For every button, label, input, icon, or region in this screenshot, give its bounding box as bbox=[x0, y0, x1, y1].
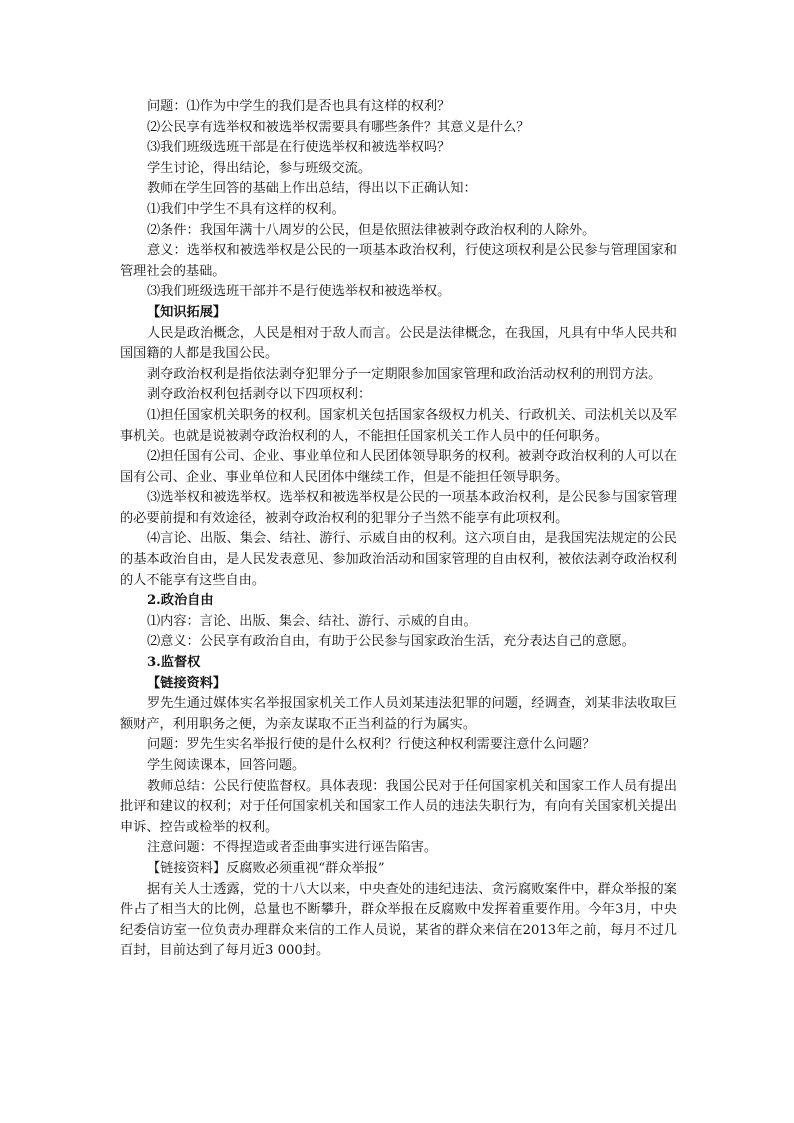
answer-paragraph: ⑵条件：我国年满十八周岁的公民，但是依照法律被剥夺政治权利的人除外。 bbox=[147, 222, 596, 238]
body-paragraph: 教师总结：公民行使监督权。具体表现：我国公民对于任何国家机关和国家工作人员有提出批评和建议的权利；对于任何国家机关和国家工作人员的违法失职行为，有向有关国家机关提出申诉、控告或检举的权利。 bbox=[120, 778, 677, 835]
question-paragraph: 问题：⑴作为中学生的我们是否也具有这样的权利？ bbox=[147, 99, 451, 114]
question-paragraph: 问题：罗先生实名举报行使的是什么权利？行使这种权利需要注意什么问题？ bbox=[147, 737, 596, 753]
body-paragraph: 剥夺政治权利包括剥夺以下四项权利： bbox=[147, 387, 372, 403]
list-item-paragraph: ⑷言论、出版、集会、结社、游行、示威自由的权利。这六项自由，是我国宪法规定的公民的基本政治自由，是人民发表意见、参加政治活动和国家管理的自由权利，被依法剥夺政治权利的人不能享有这些自由。 bbox=[120, 531, 677, 588]
body-paragraph: 学生阅读课本，回答问题。 bbox=[147, 758, 306, 773]
body-paragraph: 人民是政治概念，人民是相对于敌人而言。公民是法律概念，在我国，凡具有中华人民共和国国籍的人都是我国公民。 bbox=[120, 325, 677, 362]
body-paragraph: 罗先生通过媒体实名举报国家机关工作人员刘某违法犯罪的问题，经调查，刘某非法收取巨额财产，利用职务之便，为亲友谋取不正当利益的行为属实。 bbox=[120, 696, 677, 732]
question-paragraph: ⑵公民享有选举权和被选举权需要具有哪些条件？其意义是什么？ bbox=[147, 119, 530, 135]
body-paragraph: 注意问题：不得捏造或者歪曲事实进行诬告陷害。 bbox=[147, 840, 438, 856]
section-heading-knowledge-extension: 【知识拓展】 bbox=[147, 304, 227, 320]
list-item-paragraph: ⑴担任国家机关职务的权利。国家机关包括国家各级权力机关、行政机关、司法机关以及军事机关。也就是说被剥夺政治权利的人，不能担任国家机关工作人员中的任何职务。 bbox=[120, 407, 677, 444]
list-item-paragraph: ⑵意义：公民享有政治自由，有助于公民参与国家政治生活，充分表达自己的意愿。 bbox=[147, 634, 635, 650]
section-heading-supervision-right: 3.监督权 bbox=[147, 655, 201, 671]
section-heading-political-freedom: 2.政治自由 bbox=[147, 593, 214, 609]
question-paragraph: ⑶我们班级选班干部是在行使选举权和被选举权吗？ bbox=[147, 140, 451, 156]
body-paragraph: 学生讨论，得出结论，参与班级交流。 bbox=[147, 160, 372, 176]
list-item-paragraph: ⑶选举权和被选举权。选举权和被选举权是公民的一项基本政治权利，是公民参与国家管理的必要前提和有效途径，被剥夺政治权利的犯罪分子当然不能享有此项权利。 bbox=[120, 490, 677, 526]
section-heading-linked-material: 【链接资料】 bbox=[147, 675, 227, 691]
body-paragraph: 据有关人士透露，党的十八大以来，中央查处的违纪违法、贪污腐败案件中，群众举报的案件占了相当大的比例，总量也不断攀升，群众举报在反腐败中发挥着重要作用。今年3月，中央纪委信访室一位负责办理群众来信的工作人员说，某省的群众来信在2013年之前，每月不过几百封，目前达到了每月近3 000封。 bbox=[120, 881, 677, 959]
answer-paragraph: ⑴我们中学生不具有这样的权利。 bbox=[147, 201, 345, 217]
answer-paragraph: ⑶我们班级选班干部并不是行使选举权和被选举权。 bbox=[147, 284, 451, 300]
body-paragraph: 教师在学生回答的基础上作出总结，得出以下正确认知： bbox=[147, 181, 477, 197]
list-item-paragraph: ⑵担任国有公司、企业、事业单位和人民团体领导职务的权利。被剥夺政治权利的人可以在国有公司、企业、事业单位和人民团体中继续工作，但是不能担任领导职务。 bbox=[120, 449, 677, 485]
list-item-paragraph: ⑴内容：言论、出版、集会、结社、游行、示威的自由。 bbox=[147, 613, 477, 629]
answer-paragraph: 意义：选举权和被选举权是公民的一项基本政治权利，行使这项权利是公民参与管理国家和管理社会的基础。 bbox=[120, 243, 677, 279]
body-paragraph: 剥夺政治权利是指依法剥夺犯罪分子一定期限参加国家管理和政治活动权利的刑罚方法。 bbox=[147, 366, 662, 382]
document-page bbox=[120, 97, 677, 962]
section-heading-linked-material: 【链接资料】反腐败必须重视“群众举报” bbox=[147, 860, 385, 876]
